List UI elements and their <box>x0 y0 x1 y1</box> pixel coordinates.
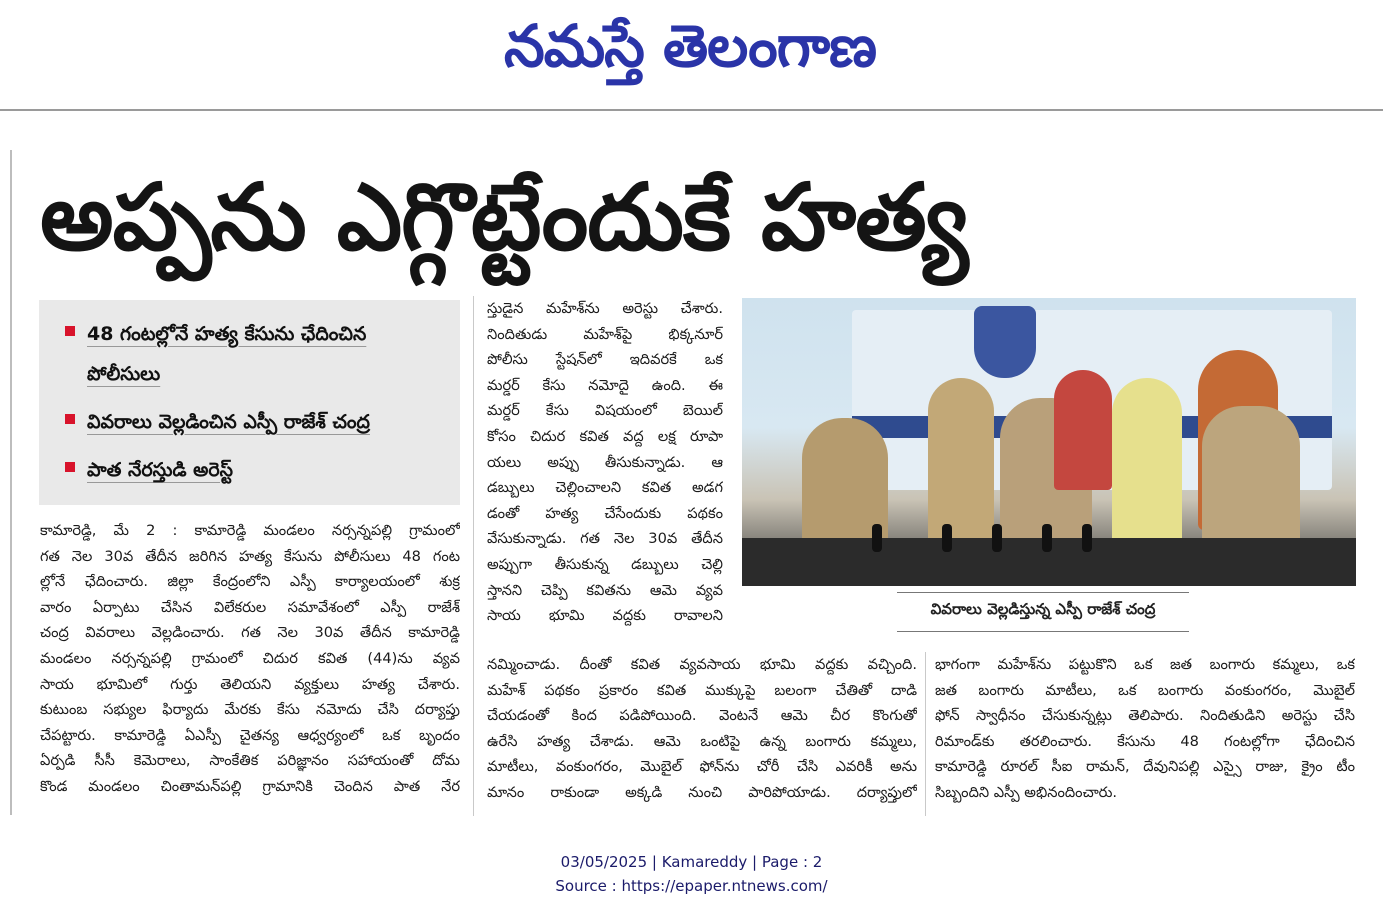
body-line: రిమాండ్‌కు తరలించారు. కేసును 48 గంటల్లోగా ఛేదించిన <box>935 732 1355 750</box>
highlights-box <box>39 300 460 505</box>
body-line: మహేశ్ పథకం ప్రకారం కవిత ముక్కుపై బలంగా చేతితో దాడి <box>487 681 917 699</box>
body-line: అప్పుగా తీసుకున్న డబ్బులు చెల్లి <box>487 555 723 573</box>
footer-source-link[interactable]: Source : https://epaper.ntnews.com/ <box>555 877 828 895</box>
footer-date-edition: 03/05/2025 | Kamareddy | Page : 2 <box>560 853 823 871</box>
caption-bottom-rule <box>897 631 1189 632</box>
body-line: పోలీసు స్టేషన్‌లో ఇదివరకే ఒక <box>487 351 723 369</box>
body-line: కామారెడ్డి రూరల్ సీఐ రామన్, దేవునిపల్లి ఎస్సై రాజు, క్రైం టీం <box>935 758 1355 776</box>
microphone-icon <box>1082 524 1092 552</box>
body-line: జత బంగారు మాటీలు, ఒక బంగారు వంకుంగరం, మొబైల్ <box>935 681 1355 699</box>
body-line: సాయ భూమిలో గుర్తు తెలియని వ్యక్తులు హత్య చేశారు. <box>40 675 460 693</box>
bullet-icon <box>65 462 75 472</box>
body-line: డబ్బులు చెల్లించాలని కవిత అడగ <box>487 479 723 497</box>
masthead-divider <box>0 109 1383 111</box>
article-border <box>10 150 12 815</box>
body-line: కొండ మండలం చింతామన్‌పల్లి గ్రామానికి చెందిన పాత నేర <box>40 777 460 795</box>
body-line: మండలం నర్సన్నపల్లి గ్రామంలో చిదుర కవిత (44)ను వ్యవ <box>40 649 460 667</box>
body-line: ఉరేసి హత్య చేశాడు. ఆమె ఒంటిపై ఉన్న బంగారు కమ్మలు, <box>487 732 917 750</box>
body-line: మానం రాకుండా అక్కడి నుంచి పారిపోయాడు. దర్యాప్తులో <box>487 783 917 801</box>
body-line: వారం ఏర్పాటు చేసిన విలేకరుల సమావేశంలో ఎస్పీ రాజేశ్ <box>40 598 460 616</box>
photo-person <box>1054 370 1112 490</box>
body-line: కోసం చిదుర కవిత వద్ద లక్ష రూపా <box>487 427 723 445</box>
masthead <box>0 0 1383 110</box>
highlight-text: పాత నేరస్తుడి అరెస్ట్ <box>87 459 233 481</box>
body-line: నిందితుడు మహేశ్‌పై భిక్కనూర్ <box>487 325 723 343</box>
body-line: స్తుడైన మహేశ్‌ను అరెస్టు చేశారు. <box>487 300 723 317</box>
highlight-item <box>65 402 444 442</box>
column-divider <box>925 652 926 816</box>
body-line: ఏర్పడి సీసీ కెమెరాలు, సాంకేతిక పరిజ్ఞానం సహాయంతో దోమ <box>40 752 460 770</box>
body-column-middle-bottom <box>487 652 917 806</box>
body-column-middle-top <box>487 296 723 629</box>
body-column-left <box>40 518 460 800</box>
body-column-right <box>935 652 1355 806</box>
body-line: కుటుంబ సభ్యుల ఫిర్యాదు మేరకు కేసు నమోదు చేసి దర్యాప్తు <box>40 701 460 719</box>
body-line: కామారెడ్డి, మే 2 : కామారెడ్డి మండలం నర్సన్నపల్లి గ్రామంలో <box>40 522 460 539</box>
photo-person <box>1112 378 1182 548</box>
microphone-icon <box>992 524 1002 552</box>
body-line: యలు అప్పు తీసుకున్నాడు. ఆ <box>487 453 723 471</box>
body-line: భాగంగా మహేశ్‌ను పట్టుకొని ఒక జత బంగారు కమ్మలు, ఒక <box>935 656 1355 673</box>
column-divider <box>473 296 474 816</box>
body-line: చేయడంతో కింద పడిపోయింది. వెంటనే ఆమె చీర కొంగుతో <box>487 707 917 725</box>
bullet-icon <box>65 414 75 424</box>
body-line: ఫోన్ స్వాధీనం చేసుకున్నట్లు తెలిపారు. నిందితుడిని అరెస్టు చేసి <box>935 707 1355 725</box>
highlight-text: వివరాలు వెల్లడించిన ఎస్పీ రాజేశ్ చంద్ర <box>87 411 370 433</box>
body-line: చంద్ర వివరాలు వెల్లడించారు. గత నెల 30వ తేదీన కామారెడ్డి <box>40 624 460 642</box>
caption-top-rule <box>897 592 1189 593</box>
body-line: ల్లోనే ఛేదించారు. జిల్లా కేంద్రంలోని ఎస్పీ కార్యాలయంలో శుక్ర <box>40 573 460 591</box>
article-headline: అప్పను ఎగ్గొట్టేందుకే హత్య <box>40 164 968 271</box>
police-emblem-icon <box>974 306 1036 378</box>
body-line: నమ్మించాడు. దీంతో కవిత వ్యవసాయ భూమి వద్దకు వచ్చింది. <box>487 656 917 673</box>
microphone-icon <box>872 524 882 552</box>
body-line: డంతో హత్య చేసేందుకు పథకం <box>487 504 723 522</box>
highlight-item <box>65 314 444 394</box>
newspaper-logo: నమస్తే తెలంగాణ <box>504 12 876 80</box>
body-line: మర్డర్ కేసు నమోదై ఉంది. ఈ <box>487 376 723 394</box>
body-line: చేపట్టారు. కామారెడ్డి ఏఎస్పీ చైతన్య ఆధ్వర్యంలో ఒక బృందం <box>40 726 460 744</box>
body-line: మర్డర్ కేసు విషయంలో బెయిల్ <box>487 402 723 420</box>
body-line: గత నెల 30వ తేదీన జరిగిన హత్య కేసును పోలీసులు 48 గంట <box>40 547 460 565</box>
microphone-icon <box>1042 524 1052 552</box>
body-line: మాటీలు, వంకుంగరం, మొబైల్ ఫోన్‌ను చోరీ చేసి ఎవరికీ అను <box>487 758 917 776</box>
body-line: సిబ్బందిని ఎస్పీ అభినందించారు. <box>935 783 1118 801</box>
highlight-text: 48 గంటల్లోనే హత్య కేసును ఛేదించిన పోలీసులు <box>87 323 367 385</box>
body-line: సాయ భూమి వద్దకు రావాలని <box>487 607 723 625</box>
photo-caption: వివరాలు వెల్లడిస్తున్న ఎస్పీ రాజేశ్ చంద్ర <box>930 600 1156 618</box>
photo-person <box>928 378 994 548</box>
page-footer <box>0 850 1383 898</box>
body-line: వేసుకున్నాడు. గత నెల 30వ తేదీన <box>487 530 723 548</box>
highlight-item <box>65 450 444 490</box>
bullet-icon <box>65 326 75 336</box>
body-line: స్తానని చెప్పి కవితను ఆమె వ్యవ <box>487 581 723 599</box>
press-meet-photo <box>742 298 1356 586</box>
photo-person <box>1202 406 1300 556</box>
microphone-icon <box>942 524 952 552</box>
